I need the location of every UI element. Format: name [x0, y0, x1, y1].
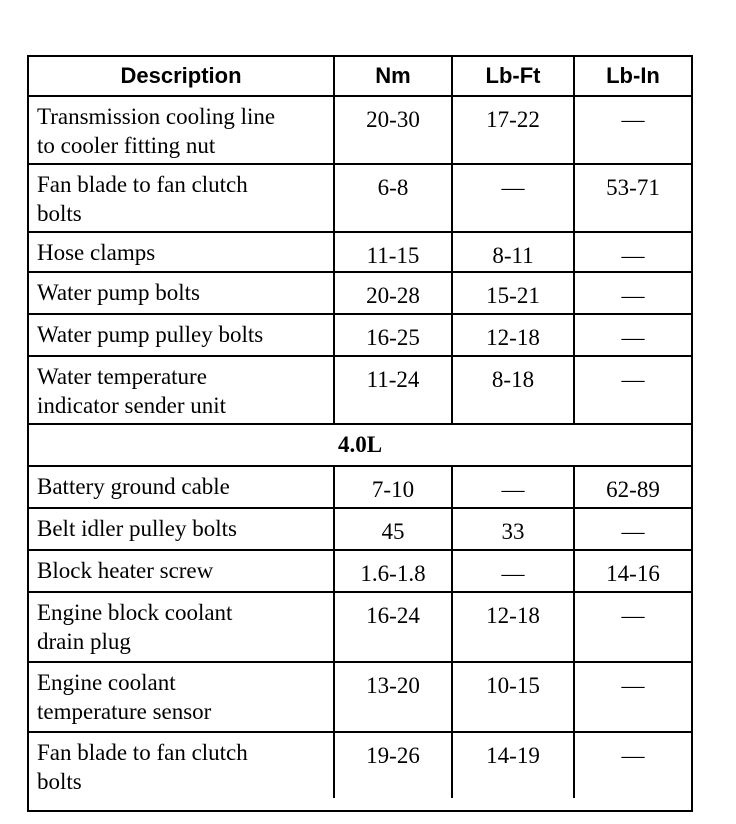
lb-ft-value: — [452, 164, 574, 232]
lb-ft-value: 33 [452, 508, 574, 550]
section-row [29, 424, 691, 466]
row-description [29, 466, 334, 508]
description-line: Transmission cooling line [37, 104, 276, 129]
row-description [29, 356, 334, 424]
lb-ft-value: 15-21 [452, 272, 574, 314]
row-description [29, 508, 334, 550]
description-line: bolts [37, 201, 82, 226]
description-line: Water pump bolts [37, 280, 200, 305]
nm-value: 13-20 [334, 662, 452, 732]
nm-value: 20-30 [334, 96, 452, 164]
header-description: Description [29, 57, 334, 96]
row-description [29, 550, 334, 592]
header-lb-ft: Lb-Ft [452, 57, 574, 96]
lb-ft-value: 12-18 [452, 314, 574, 356]
table-row [29, 314, 691, 356]
header-row [29, 57, 691, 96]
row-description [29, 232, 334, 272]
description-line: temperature sensor [37, 699, 212, 724]
lb-in-value: — [574, 314, 691, 356]
section-heading: 4.0L [29, 424, 691, 466]
nm-value: 45 [334, 508, 452, 550]
table-row [29, 96, 691, 164]
description-line: bolts [37, 769, 82, 794]
nm-value: 1.6-1.8 [334, 550, 452, 592]
lb-in-value: — [574, 356, 691, 424]
description-line: Fan blade to fan clutch [37, 740, 248, 765]
row-description [29, 732, 334, 798]
row-description [29, 592, 334, 662]
lb-ft-value: 8-18 [452, 356, 574, 424]
table-row [29, 164, 691, 232]
lb-ft-value: 8-11 [452, 232, 574, 272]
table-row [29, 508, 691, 550]
nm-value: 20-28 [334, 272, 452, 314]
header-nm: Nm [334, 57, 452, 96]
lb-ft-value: 17-22 [452, 96, 574, 164]
description-line: indicator sender unit [37, 393, 227, 418]
table-row [29, 592, 691, 662]
lb-in-value: — [574, 508, 691, 550]
description-line: drain plug [37, 629, 131, 654]
lb-in-value: — [574, 96, 691, 164]
description-line: Fan blade to fan clutch [37, 172, 248, 197]
nm-value: 11-24 [334, 356, 452, 424]
table-row [29, 356, 691, 424]
description-line: Engine coolant [37, 670, 176, 695]
lb-ft-value: — [452, 550, 574, 592]
row-description [29, 272, 334, 314]
row-description [29, 164, 334, 232]
lb-in-value: 14-16 [574, 550, 691, 592]
lb-in-value: — [574, 732, 691, 798]
lb-in-value: — [574, 232, 691, 272]
nm-value: 16-24 [334, 592, 452, 662]
description-line: Engine block coolant [37, 600, 233, 625]
description-line: Water pump pulley bolts [37, 322, 264, 347]
lb-in-value: 53-71 [574, 164, 691, 232]
row-description [29, 314, 334, 356]
table-row [29, 466, 691, 508]
nm-value: 7-10 [334, 466, 452, 508]
torque-spec-table [29, 57, 691, 798]
description-line: Water temperature [37, 364, 207, 389]
description-line: to cooler fitting nut [37, 133, 216, 158]
nm-value: 19-26 [334, 732, 452, 798]
table-row [29, 272, 691, 314]
description-line: Battery ground cable [37, 474, 230, 499]
lb-ft-value: 10-15 [452, 662, 574, 732]
nm-value: 11-15 [334, 232, 452, 272]
lb-ft-value: — [452, 466, 574, 508]
lb-ft-value: 12-18 [452, 592, 574, 662]
table-row [29, 550, 691, 592]
header-lb-in: Lb-In [574, 57, 691, 96]
table-row [29, 732, 691, 798]
lb-ft-value: 14-19 [452, 732, 574, 798]
description-line: Hose clamps [37, 240, 156, 265]
description-line: Belt idler pulley bolts [37, 516, 237, 541]
row-description [29, 662, 334, 732]
lb-in-value: — [574, 272, 691, 314]
nm-value: 6-8 [334, 164, 452, 232]
row-description [29, 96, 334, 164]
lb-in-value: 62-89 [574, 466, 691, 508]
lb-in-value: — [574, 662, 691, 732]
description-line: Block heater screw [37, 558, 214, 583]
table-row [29, 662, 691, 732]
torque-spec-table-frame [27, 55, 693, 812]
table-row [29, 232, 691, 272]
lb-in-value: — [574, 592, 691, 662]
nm-value: 16-25 [334, 314, 452, 356]
